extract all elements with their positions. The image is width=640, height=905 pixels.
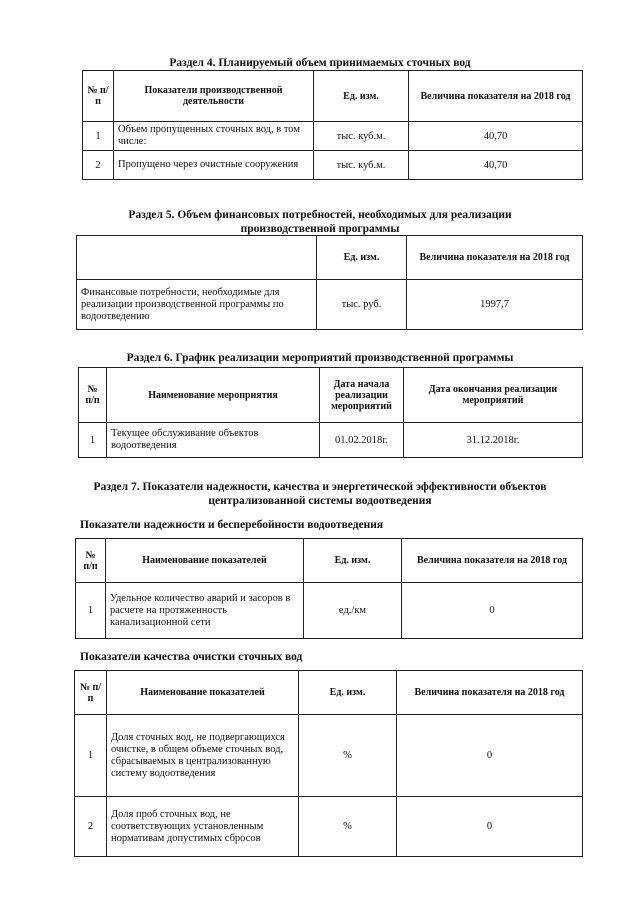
col-unit-header: Ед. изм. [304,539,402,583]
table-row [79,423,583,458]
col-value-header: Величина показателя на 2018 год [407,236,583,280]
section-5-title: Раздел 5. Объем финансовых потребностей, необходимых для реализации [128,209,512,221]
row-value: 1997,7 [407,280,583,330]
table-row [77,280,583,330]
section-5-title-line2: производственной программы [240,223,400,235]
quality-table [74,670,583,857]
row-name: Доля проб сточных вод, не соответствующих установленным нормативам допустимых сбросов [107,797,299,857]
section-6-title: Раздел 6. График реализации мероприятий производственной программы [126,352,514,364]
col-unit-header: Ед. изм. [317,236,407,280]
col-end-header: Дата окончания реализации мероприятий [404,368,583,423]
table-row [76,583,583,639]
section-5-table [76,235,583,330]
row-unit: % [299,715,397,797]
row-unit: тыс. руб. [317,280,407,330]
col-indicator-header: Наименование показателей [107,671,299,715]
col-empty-header [77,236,317,280]
row-value: 0 [397,797,583,857]
col-number-header: № п/п [79,368,107,423]
col-number-header: № п/п [83,71,114,122]
row-start-date: 01.02.2018г. [320,423,404,458]
row-name: Доля сточных вод, не подвергающихся очистке, в общем объеме сточных вод, сбрасываемых в централизованную систему водоотведения [107,715,299,797]
col-value-header: Величина показателя на 2018 год [402,539,583,583]
row-value: 40,70 [409,151,583,180]
row-unit: тыс. куб.м. [314,122,409,151]
row-name: Объем пропущенных сточных вод, в том числе: [114,122,314,151]
row-unit: ед./км [304,583,402,639]
section-7-title: Раздел 7. Показатели надежности, качества и энергетической эффективности объектов [93,481,547,493]
col-indicator-header: Наименование показателей [106,539,304,583]
section-4-table [82,70,583,180]
table-row [75,797,583,857]
row-number: 1 [75,715,107,797]
table-row [83,151,583,180]
col-value-header: Величина показателя на 2018 год [397,671,583,715]
row-value: 0 [397,715,583,797]
col-event-header: Наименование мероприятия [107,368,320,423]
col-number-header: № п/п [75,671,107,715]
row-name: Текущее обслуживание объектов водоотведения [107,423,320,458]
row-end-date: 31.12.2018г. [404,423,583,458]
row-number: 2 [75,797,107,857]
row-number: 1 [83,122,114,151]
row-name: Пропущено через очистные сооружения [114,151,314,180]
col-indicator-header: Показатели производственной деятельности [114,71,314,122]
table-row [83,122,583,151]
reliability-table [75,538,583,639]
row-name: Финансовые потребности, необходимые для реализации производственной программы по водоотведению [77,280,317,330]
row-unit: тыс. куб.м. [314,151,409,180]
row-name: Удельное количество аварий и засоров в расчете на протяженность канализационной сети [106,583,304,639]
quality-subtitle: Показатели качества очистки сточных вод [80,651,303,663]
col-unit-header: Ед. изм. [299,671,397,715]
section-4-title: Раздел 4. Планируемый объем принимаемых сточных вод [169,57,471,69]
row-unit: % [299,797,397,857]
section-6-table [78,367,583,458]
row-number: 1 [79,423,107,458]
col-start-header: Дата начала реализации мероприятий [320,368,404,423]
section-7-title-line2: централизованной системы водоотведения [208,495,432,507]
row-number: 1 [76,583,106,639]
row-value: 0 [402,583,583,639]
col-unit-header: Ед. изм. [314,71,409,122]
row-number: 2 [83,151,114,180]
row-value: 40,70 [409,122,583,151]
table-row [75,715,583,797]
reliability-subtitle: Показатели надежности и бесперебойности водоотведения [80,519,384,531]
col-value-header: Величина показателя на 2018 год [409,71,583,122]
col-number-header: № п/п [76,539,106,583]
